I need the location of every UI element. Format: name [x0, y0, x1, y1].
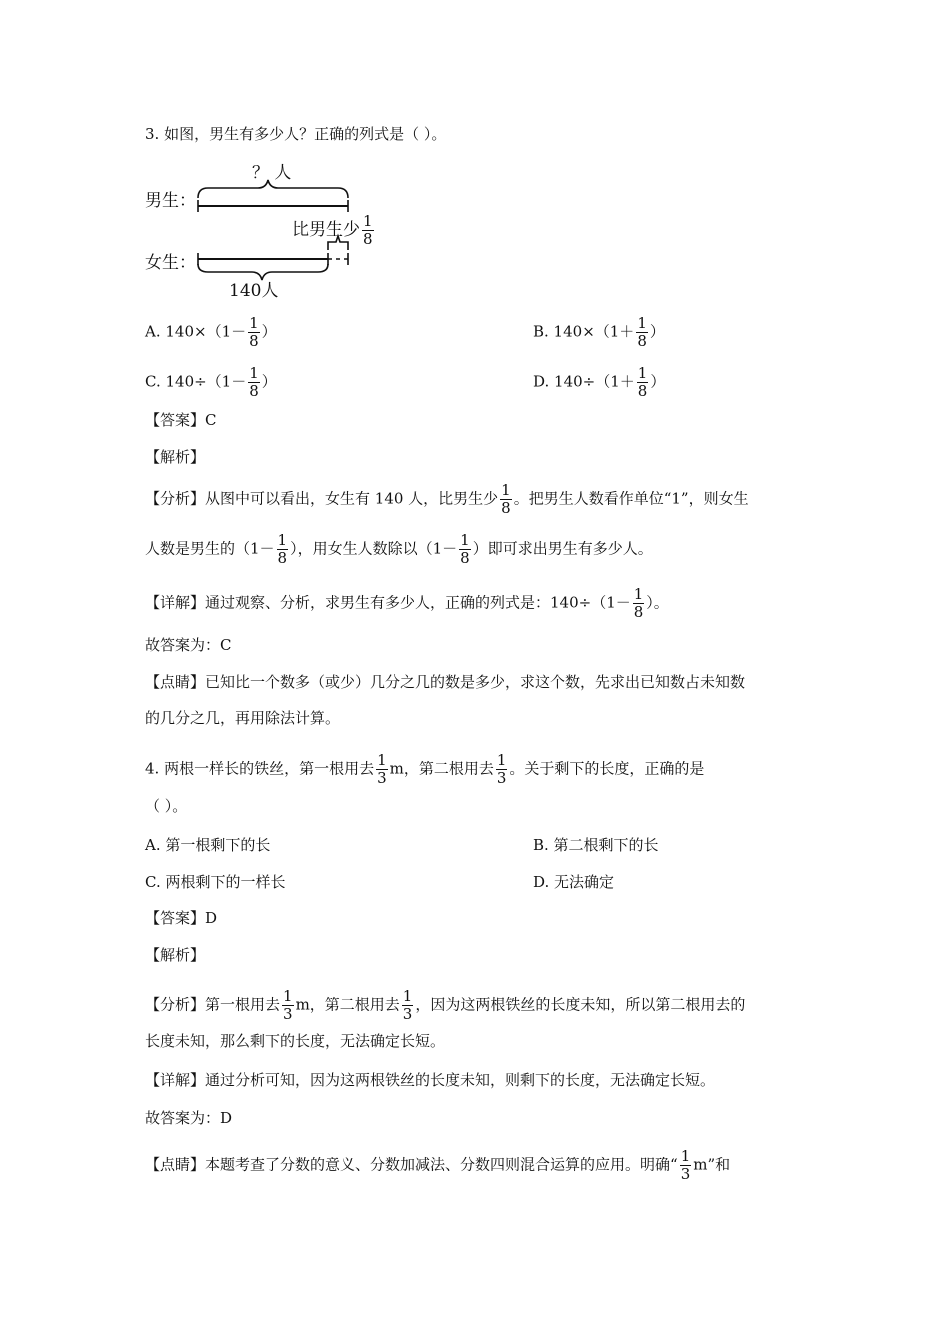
fraction: $\frac{1}{3}$	[283, 987, 293, 1023]
fraction: $\frac{1}{8}$	[637, 314, 647, 350]
q4-option-b: B. 第二根剩下的长	[533, 836, 659, 854]
fraction: $\frac{1}{3}$	[680, 1147, 691, 1183]
q3-option-c: C. 140÷（1－ $\frac{1}{8}$ ）	[145, 364, 277, 400]
fraction: $\frac{1}{8}$	[363, 212, 373, 248]
q3-detail: 【详解】通过观察、分析，求男生有多少人，正确的列式是：140÷（1－ $\frac{1}{8}$ ）。	[145, 585, 669, 621]
fraction: $\frac{1}{3}$	[377, 751, 387, 787]
q4-stem-line2: （ ）。	[145, 797, 188, 815]
girls-count-label: 140人	[229, 281, 279, 301]
q3-diagram	[140, 150, 400, 300]
q3-comment-2: 的几分之几，再用除法计算。	[145, 709, 341, 727]
fraction: $\frac{1}{8}$	[460, 531, 470, 567]
q3-option-d: D. 140÷（1＋ $\frac{1}{8}$ ）	[533, 364, 666, 400]
q3-option-b: B. 140×（1＋ $\frac{1}{8}$ ）	[533, 314, 665, 350]
boys-label: 男生：	[145, 191, 196, 211]
fraction: $\frac{1}{8}$	[249, 314, 259, 350]
q4-analysis: 【分析】第一根用去 $\frac{1}{3}$ m，第二根用去 $\frac{1}{3}$ ，因为这两根铁丝的长度未知，所以第二根用去的	[145, 987, 746, 1023]
q3-analysis-p2: 人数是男生的（1－ $\frac{1}{8}$ ），用女生人数除以（1－ $\frac{1}{8}$ ）即可求出男生有多少人。	[145, 531, 653, 567]
q4-final: 故答案为：D	[145, 1109, 233, 1127]
fraction: $\frac{1}{8}$	[637, 364, 648, 400]
fraction: $\frac{1}{8}$	[633, 585, 644, 621]
q4-option-d: D. 无法确定	[533, 873, 615, 891]
q3-analysis-p1: 【分析】从图中可以看出，女生有 140 人，比男生少 $\frac{1}{8}$ 。把男生人数看作单位“1”，则女生	[145, 481, 749, 517]
unknown-boys-label: ？ 人	[252, 163, 292, 183]
q4-option-c: C. 两根剩下的一样长	[145, 873, 286, 891]
fraction: $\frac{1}{3}$	[496, 751, 507, 787]
fraction: $\frac{1}{3}$	[402, 987, 413, 1023]
q4-analysis-title: 【解析】	[145, 946, 206, 964]
q3-option-a: A. 140×（1－ $\frac{1}{8}$ ）	[145, 314, 277, 350]
q3-comment-1: 【点睛】已知比一个数多（或少）几分之几的数是多少，求这个数，先求出已知数占未知数	[145, 673, 746, 691]
q4-analysis-line2: 长度未知，那么剩下的长度，无法确定长短。	[145, 1032, 446, 1050]
q3-analysis-title: 【解析】	[145, 448, 206, 466]
q4-detail: 【详解】通过分析可知，因为这两根铁丝的长度未知，则剩下的长度，无法确定长短。	[145, 1071, 716, 1089]
q4-comment: 【点睛】本题考查了分数的意义、分数加减法、分数四则混合运算的应用。明确“ $\frac{1}{3}$ m”和	[145, 1147, 731, 1183]
q3-answer: 【答案】C	[145, 411, 217, 429]
q3-final: 故答案为：C	[145, 636, 232, 654]
compare-label: 比男生少 $\frac{1}{8}$	[292, 212, 373, 248]
fraction: $\frac{1}{8}$	[501, 481, 511, 517]
fraction: $\frac{1}{8}$	[249, 364, 259, 400]
q4-option-a: A. 第一根剩下的长	[145, 836, 271, 854]
girls-label: 女生：	[145, 253, 196, 273]
q4-answer: 【答案】D	[145, 909, 218, 927]
q4-stem: 4. 两根一样长的铁丝，第一根用去 $\frac{1}{3}$ m，第二根用去 $\frac{1}{3}$ 。关于剩下的长度，正确的是	[145, 751, 705, 787]
q3-stem: 3. 如图，男生有多少人？正确的列式是（ ）。	[145, 125, 447, 143]
fraction: $\frac{1}{8}$	[277, 531, 288, 567]
